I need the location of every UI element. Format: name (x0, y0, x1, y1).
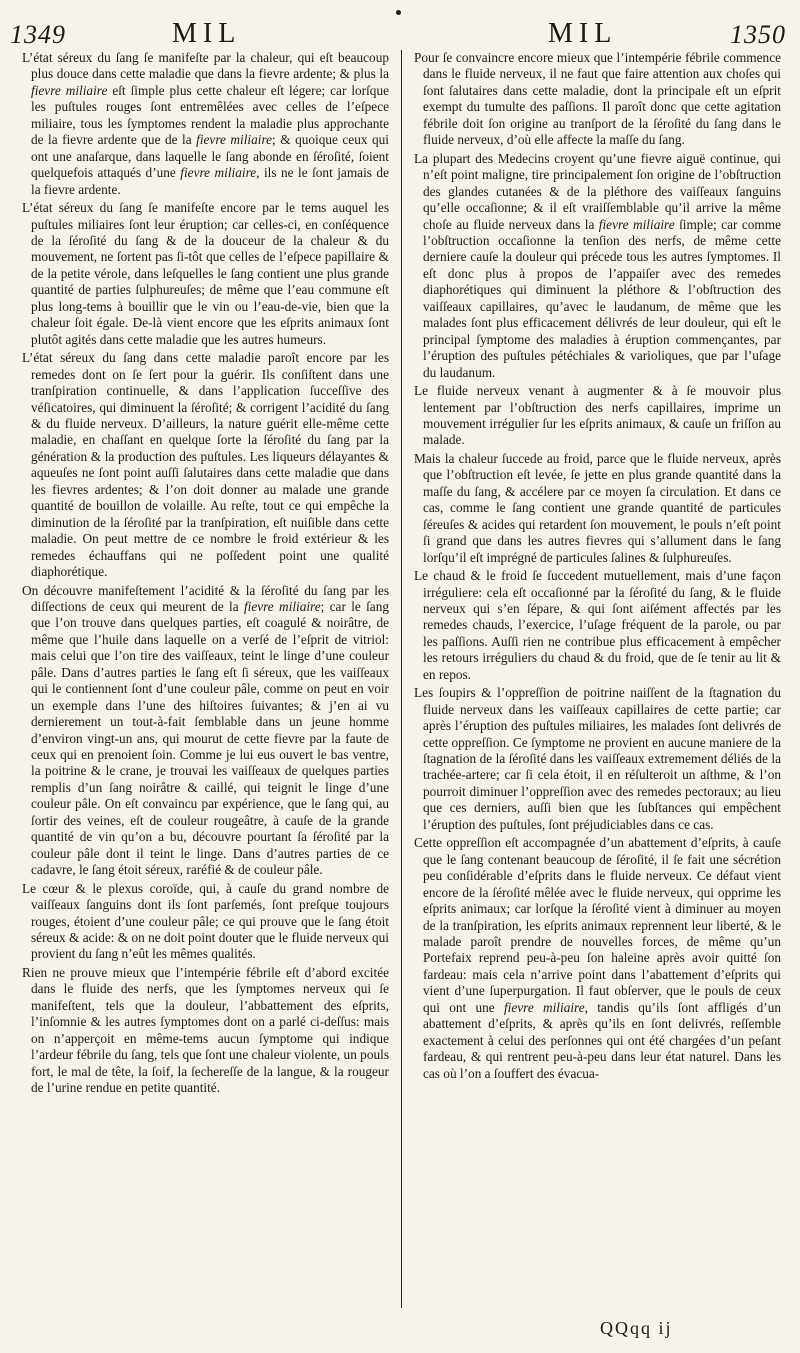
text-segment: L’état séreux du ſang ſe manifeſte par la chaleur, qui eſt beaucoup plus douce dans cette maladie que dans la fievre ardente; & plus la (22, 50, 389, 82)
italic-term: fievre miliaire (598, 216, 675, 232)
paragraph (414, 685, 781, 833)
running-head-left: MIL (172, 18, 242, 49)
text-segment: Cette oppreſſion eſt accompagnée d’un abattement d’eſprits, à cauſe que le ſang contenant beaucoup de ſéroſité, il ſe fait une sécrétion peu conſidérable d’eſprits dans le fluide nerveux. Ce défaut vient encore de la ſéroſité mêlée avec le fluide nerveux, qui opprime les eſprits animaux; car lorſque la ſéroſité vient à diminuer au moyen de la tranſpiration, les eſprits animaux reprennent leur liberté, & le malade paroît prendre de nouvelles forces, de même qu’un Portefaix reprend peu-à-peu ſon haleine après avoir quitté ſon fardeau: mais cela n’arrive point dans l’abattement d’eſprits qui vient d’une ſuperpurgation. Il faut obſerver, que le pouls de ceux qui ont une (414, 835, 781, 1015)
paragraph (22, 583, 389, 879)
text-segment: L’état séreux du ſang ſe manifeſte encore par le tems auquel les puſtules miliaires ſont leur éruption; car celles-ci, en conſéquence de la ſéroſité du ſang & de la douceur de la chaleur & du mouvement, ne ſortent pas ſi-tôt que celles de l’eſpece papillaire & de la petite vérole, dans leſquelles le ſang contient une plus grande quantité de parties ſulphureuſes; de même que l’eau commune eſt plus long-tems à bouillir que le vin ou l’eau-de-vie, bien que la chaleur ſoit égale. De-là vient encore que les eſprits animaux ſont plutôt agités dans cette maladie que les autres humeurs. (22, 200, 389, 347)
paragraph (414, 151, 781, 381)
paragraph (414, 568, 781, 683)
text-segment: , tandis qu’ils ſont affligés d’un abattement d’eſprits, & après qu’ils en ſont delivrés, reſſemble exactement à celui des perſonnes qui ont été chargées d’un peſant fardeau, & qui rentrent peu-à-peu dans leur état naturel. Dans les cas où l’on a ſouffert des évacua- (423, 999, 781, 1081)
paragraph (22, 965, 389, 1097)
running-head-right: MIL (548, 18, 618, 49)
paragraph (22, 881, 389, 963)
paragraph (414, 451, 781, 566)
paragraph (414, 50, 781, 149)
left-column (22, 50, 389, 1310)
text-segment: Mais la chaleur ſuccede au froid, parce que le fluide nerveux, après que l’obſtruction eſt levée, ſe jette en plus grande quantité dans la maſſe du ſang, & accélere par ce moyen ſa circulation. Et dans ce cas, comme le ſang contient une grande quantité de particules ſéreuſes & acides qui retardent ſon mouvement, le pouls n’eſt point ſi grand que dans les autres fievres qui s’allument dans le ſang lorſqu’il eſt imprégné de particules ſalines & ſulphureuſes. (414, 450, 781, 565)
paragraph (22, 200, 389, 348)
page-number-left: 1349 (10, 20, 66, 49)
text-segment: On découvre manifeſtement l’acidité & la ſéroſité du ſang par les diſſections de ceux qui meurent de la (22, 582, 389, 614)
text-segment: La plupart des Medecins croyent qu’une fievre aiguë continue, qui n’eſt point maligne, tire principalement ſon origine de l’obſtruction des glandes cutanées & de la pléthore des vaiſſeaux ſanguins qu’elle occaſionne; & il eſt vraiſſemblable qu’il arrive la même choſe au fluide nerveux dans la (414, 150, 781, 232)
page-number-right: 1350 (730, 20, 786, 49)
paragraph (22, 50, 389, 198)
text-segment: Rien ne prouve mieux que l’intempérie fébrile eſt d’abord excitée dans le fluide des nerfs, que les ſymptomes nerveux qui ſe manifeſtent, tels que la douleur, l’abbattement des eſprits, l’inſomnie & les autres ſymptomes dont on a parlé ci-deſſus: mais on n’apperçoit en même-tems aucun ſymptome qui indique l’ardeur fébrile du ſang, tels que ſont une chaleur violente, un pouls fort, le mal de tête, la ſoif, la ſechereſſe de la langue, & la rougeur de l’urine rendue en petite quantité. (22, 964, 389, 1096)
signature-mark: QQqq ij (600, 1318, 673, 1338)
text-segment: ſimple; car comme l’obſtruction occaſionne la tenſion des nerfs, de même cette derniere cauſe la douleur qui précede tous les autres ſymptomes. Il eſt donc plus à propos de l’appaiſer avec des remedes diaphorétiques qui diminuent la pléthore & l’obſtruction des vaiſſeaux capillaires, qu’avec le laudanum, de même que les malades ſont plus efficacement délivrés de leur douleur, qui eſt le principal ſymptome des maladies à éruption commençantes, par l’éruption des puſtules pétéchiales & varioliques, que par l’uſage du laudanum. (423, 216, 781, 380)
text-segment: Le fluide nerveux venant à augmenter & à ſe mouvoir plus lentement par l’obſtruction des nerfs capillaires, imprime un mouvement irrégulier ſur les eſprits animaux, & cauſe un friſſon au malade. (414, 383, 781, 448)
italic-term: fievre miliaire (243, 598, 321, 614)
italic-term: fievre miliaire (503, 999, 585, 1015)
text-columns (22, 50, 782, 1310)
paragraph (414, 383, 781, 449)
text-segment: , ils ne le ſont jamais de la fievre ardente. (31, 165, 389, 197)
text-segment: Le cœur & le plexus coroïde, qui, à cauſe du grand nombre de vaiſſeaux ſanguins dont ils ſont parſemés, ſont preſque toujours rouges, étoient d’une couleur pâle; ce qui prouve que le ſang étoit séreux & acide: & on ne doit point douter que le fluide nerveux qui provient du ſang n’eût les mêmes qualités. (22, 880, 389, 962)
italic-term: fievre miliaire (180, 165, 257, 181)
page-header (0, 6, 800, 52)
text-segment: ; & quoique ceux qui ont une anaſarque, dans laquelle le ſang abonde en ſéroſité, ſoient quelquefois attaqués d’une (31, 132, 389, 181)
text-segment: ; car le ſang que l’on trouve dans quelques parties, eſt coagulé & noirâtre, de même que l’huile dans laquelle on a verſé de l’eſprit de vitriol: mais celui que l’on tire des vaiſſeaux, teint le linge d’une couleur pâle. Dans d’autres parties le ſang eſt ſi séreux, que les vaiſſeaux qui le contiennent ſont d’une couleur pâle, comme on peut en voir un exemple dans l’une des hiſtoires ſuivantes; & j’en ai vu dernierement un tout-à-fait ſemblable dans un jeune homme d’environ vingt-un ans, qui mourut de cette fievre par la faute de ceux qui en prenoient ſoin. Comme je lui eus ouvert le bas ventre, la poitrine & le crane, je trouvai les vaiſſeaux de quelques parties remplis d’un ſang noirâtre & caillé, qui teignit le linge d’une couleur pâle. On eſt convaincu par expérience, que le ſang qui, au ſortir des veines, eſt de couleur rougeâtre, à cauſe de la grande quantité de vin qu’on a bu, découvre pourtant ſa ſéroſité par la couleur pâle dont il teint le linge. Dans d’autres parties de ce cadavre, le ſang étoit séreux, raréfié & de couleur pâle. (31, 598, 389, 878)
paragraph (414, 835, 781, 1082)
ornament-dot (396, 10, 401, 15)
paragraph (22, 350, 389, 580)
right-column (414, 50, 781, 1310)
italic-term: fievre miliaire (196, 132, 273, 148)
text-segment: Le chaud & le froid ſe ſuccedent mutuellement, mais d’une façon irréguliere: cela eſt occaſionné par la ſéroſité du ſang, & le fluide nerveux qui s’en ſépare, & qui ſont aiſément affectés par les remedes chauds, l’exercice, l’uſage fréquent de la parole, ou par les paſſions. Auſſi rien ne contribue plus efficacement à empêcher les retours irréguliers du chaud & du froid, que de ſe tenir au lit & en repos. (414, 568, 781, 682)
text-segment: Pour ſe convaincre encore mieux que l’intempérie fébrile commence dans le fluide nerveux, il ne faut que faire attention aux choſes qui ſont ſalutaires dans cette maladie, dont la principale eſt un eſprit exempt du tumulte des paſſions. Il paroît donc que cette agitation fébrile doit ſon origine au tranſport de la ſéroſité du ſang dans le fluide nerveux, d’où elle affecte la maſſe du ſang. (414, 50, 781, 148)
text-segment: Les ſoupirs & l’oppreſſion de poitrine naiſſent de la ſtagnation du fluide nerveux dans les vaiſſeaux capillaires de cette partie; car après l’éruption des puſtules miliaires, les malades ſont delivrés de cette oppreſſion. Ce ſymptome ne provient en aucune maniere de la ſtagnation de la ſéroſité dans les vaiſſeaux extremement déliés de la trachée-artere; car ſi cela étoit, il en réſulteroit un aſthme, & l’on pourroit diminuer l’oppreſſion avec des remedes pectoraux; au lieu que ces derniers, auſſi bien que les ſubſtances qui empêchent l’éruption des puſtules, ſont préjudiciables dans ce cas. (414, 685, 781, 832)
text-segment: eſt ſimple plus cette chaleur eſt légere; car lorſque les puſtules rouges ſont entremêlées avec celles de l’eſpece miliaire, tous les ſymptomes rendent la maladie plus approchante de la fievre ardente que de la (31, 82, 389, 148)
text-segment: L’état séreux du ſang dans cette maladie paroît encore par les remedes dont on ſe ſert pour la guérir. Ils conſiſtent dans une tranſpiration continuelle, & dans l’application ſucceſſive des véſicatoires, qui diminuent la ſéroſité; & corrigent l’acidité du ſang & du fluide nerveux. D’ailleurs, la nature guérit elle-même cette maladie, en chaſſant en quelque ſorte la ſéroſité du ſang par la génération & la production des puſtules. Les liqueurs délayantes & aqueuſes ne ſont point auſſi ſalutaires dans cette maladie que dans les fievres ardentes; & l’on doit donner au malade une grande quantité de bouillon de volaille. Au reſte, tout ce qui empêche la diminution de la ſéroſité par la tranſpiration, eſt nuiſible dans cette maladie. On peut mettre de ce nombre le froid extérieur & les remedes échauffans qui ne poſſedent point une qualité diaphorétique. (22, 350, 389, 580)
italic-term: fievre miliaire (31, 82, 108, 98)
